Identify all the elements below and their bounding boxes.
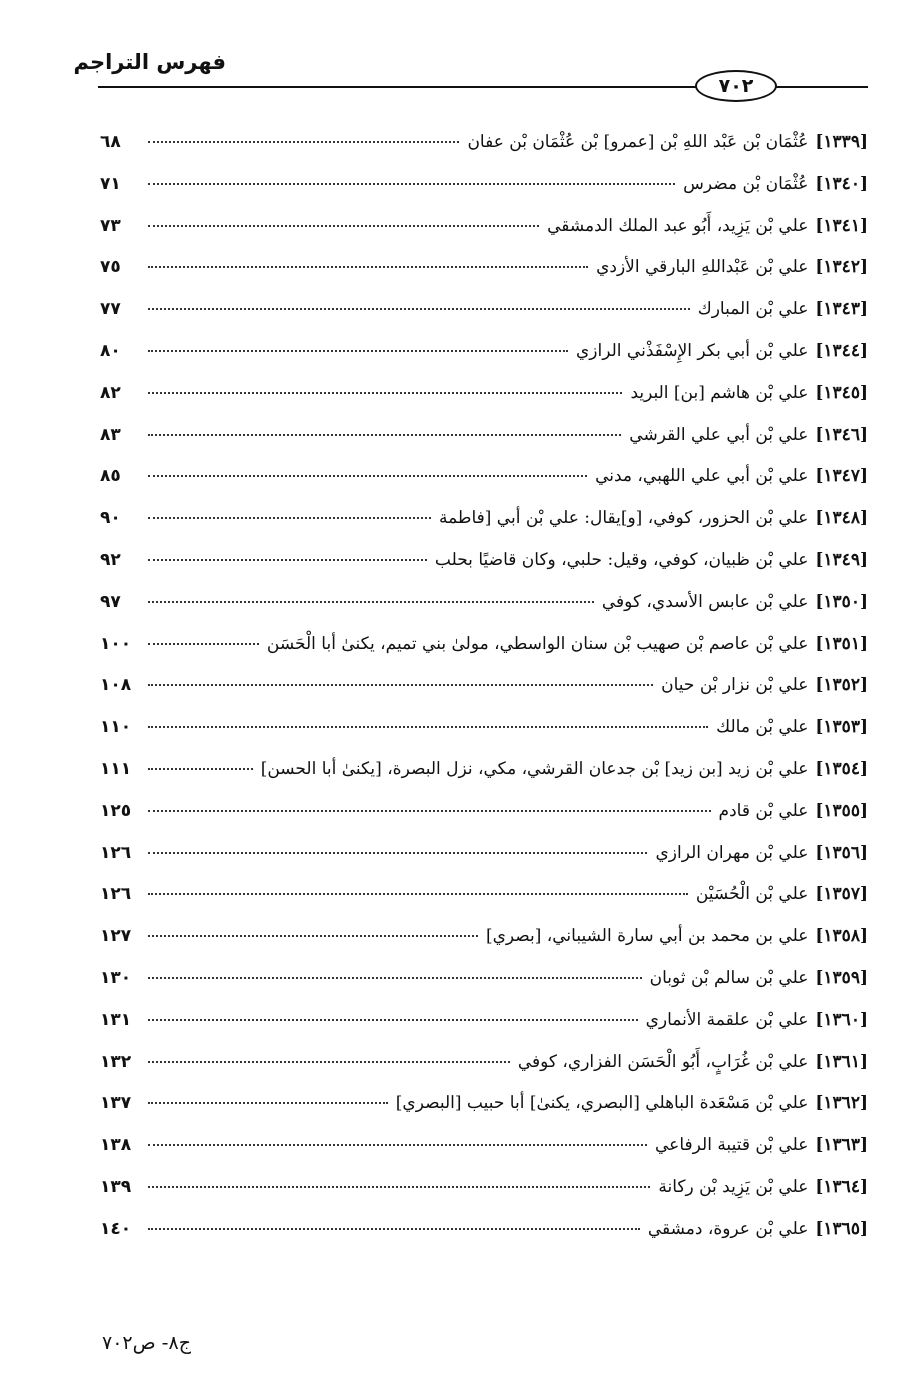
entry-name: علي بْن الحزور، كوفي، [و]يقال: علي بْن أبي [فاطمة [438,508,809,529]
entry-number: [١٣٥٨] [815,926,868,947]
entry-page-number: ٦٨ [100,132,121,152]
index-entry [100,498,868,540]
entry-name: عُثْمَان بْن مضرس [683,173,809,194]
dot-leader [148,1186,650,1188]
entry-number: [١٣٤٤] [815,340,868,361]
index-entry [100,833,868,875]
entry-page-number: ١٤٠ [100,1218,132,1239]
index-entry [100,122,868,164]
dot-leader [148,726,708,728]
entry-number: [١٣٥٤] [815,758,868,779]
entry-name: علي بْن أبي بكر الإِسْفَذْني الرازي [576,340,809,361]
index-entry [100,665,868,707]
index-entry [100,1209,868,1251]
dot-leader [148,1019,638,1021]
entry-page-number: ٧٧ [100,299,121,320]
entry-number: [١٣٦١] [815,1051,868,1072]
entry-name: علي بْن عابس الأسدي، كوفي [601,591,809,612]
entry-page-number: ١١١ [100,758,132,779]
entry-page-number: ١٠٨ [100,675,132,696]
index-entry [100,331,868,373]
dot-leader [148,977,642,979]
dot-leader [148,350,568,352]
dot-leader [148,893,688,895]
entry-name: علي بْن غُرَابٍ، أَبُو الْحَسَن الفزاري، كوفي [517,1051,809,1072]
dot-leader [148,684,653,686]
index-entry [100,624,868,666]
entry-name: علي بْن أبي علي اللهبي، مدني [595,466,809,487]
entry-page-number: ١٢٧ [100,926,132,947]
entry-name: علي بْن مالك [716,717,809,738]
entry-page-number: ١٣٧ [100,1093,132,1114]
entry-number: [١٣٥٥] [815,800,868,821]
entry-page-number: ١٣٠ [100,967,132,988]
entry-number: [١٣٤٠] [815,173,868,194]
entry-name: علي بْن قادم [718,800,809,821]
entry-page-number: ٩٠ [100,508,121,529]
entry-name: علي بْن علقمة الأنماري [645,1009,809,1030]
entry-name: علي بْن مهران الرازي [655,842,809,863]
footer-reference: ج٨- ص٧٠٢ [102,1332,191,1354]
index-entry [100,540,868,582]
entry-page-number: ٨٥ [100,466,121,487]
index-entry [100,791,868,833]
entry-number: [١٣٥٩] [815,967,868,988]
index-entry [100,958,868,1000]
entry-name: علي بْن مَسْعَدة الباهلي [البصري، يكنىٰ] أبا حبيب [البصري] [395,1093,809,1114]
dot-leader [148,1144,647,1146]
dot-leader [148,852,647,854]
dot-leader [148,810,711,812]
index-entry [100,164,868,206]
entry-page-number: ٨٣ [100,424,121,445]
biography-index-list [100,122,868,1251]
entry-page-number: ١٣٢ [100,1051,132,1072]
entry-name: علي بْن عروة، دمشقي [647,1218,809,1239]
entry-page-number: ١٣٨ [100,1135,132,1156]
dot-leader [148,559,427,561]
entry-name: علي بْن المبارك [697,299,809,320]
entry-number: [١٣٦٠] [815,1009,868,1030]
entry-number: [١٣٤٦] [815,424,868,445]
index-entry [100,1042,868,1084]
dot-leader [148,434,621,436]
entry-page-number: ٨٢ [100,382,121,403]
entry-page-number: ٧١ [100,173,121,194]
dot-leader [148,183,675,185]
index-entry [100,707,868,749]
entry-page-number: ١١٠ [100,717,132,738]
entry-number: [١٣٤٥] [815,382,868,403]
entry-number: [١٣٤٧] [815,466,868,487]
entry-page-number: ١٣١ [100,1009,132,1030]
entry-number: [١٣٣٩] [815,132,868,152]
entry-number: [١٣٥٠] [815,591,868,612]
entry-number: [١٣٤٢] [815,257,868,278]
entry-page-number: ١٢٥ [100,800,132,821]
entry-name: علي بْن الْحُسَيْن [695,884,809,905]
entry-number: [١٣٦٥] [815,1218,868,1239]
entry-name: علي بْن هاشم [بن] البريد [630,382,809,403]
entry-number: [١٣٤٣] [815,299,868,320]
dot-leader [148,308,690,310]
entry-name: علي بْن نزار بْن حيان [661,675,809,696]
index-entry [100,247,868,289]
index-entry [100,1000,868,1042]
entry-page-number: ١٢٦ [100,884,132,905]
entry-number: [١٣٤٩] [815,549,868,570]
entry-page-number: ٧٥ [100,257,121,278]
entry-name: علي بْن قتيبة الرفاعي [655,1135,809,1156]
dot-leader [148,517,431,519]
entry-page-number: ١٠٠ [100,633,132,654]
dot-leader [148,768,253,770]
index-entry [100,456,868,498]
index-entry [100,1125,868,1167]
dot-leader [148,643,259,645]
entry-page-number: ٧٣ [100,215,121,236]
index-entry [100,916,868,958]
entry-number: [١٣٥٢] [815,675,868,696]
dot-leader [148,1102,388,1104]
entry-page-number: ٩٢ [100,549,121,570]
entry-name: علي بْن أبي علي القرشي [629,424,809,445]
index-entry [100,582,868,624]
entry-number: [١٣٥٦] [815,842,868,863]
entry-number: [١٣٥٣] [815,717,868,738]
entry-name: علي بْن زيد [بن زيد] بْن جدعان القرشي، مكي، نزل البصرة، [يكنىٰ أبا الحسن] [260,758,809,779]
entry-name: علي بْن يَزِيد بْن ركانة [658,1176,809,1197]
dot-leader [148,392,622,394]
entry-page-number: ٨٠ [100,340,121,361]
entry-number: [١٣٥١] [815,633,868,654]
entry-name: علي بن محمد بن أبي سارة الشيباني، [بصري] [485,926,809,947]
index-entry [100,1083,868,1125]
entry-name: علي بْن سالم بْن ثوبان [649,967,809,988]
index-entry [100,1167,868,1209]
index-entry [100,749,868,791]
dot-leader [148,141,459,143]
entry-number: [١٣٦٤] [815,1176,868,1197]
dot-leader [148,935,478,937]
entry-page-number: ٩٧ [100,591,121,612]
index-entry [100,415,868,457]
dot-leader [148,1228,640,1230]
entry-number: [١٣٤١] [815,215,868,236]
dot-leader [148,1061,510,1063]
dot-leader [148,601,594,603]
dot-leader [148,475,587,477]
dot-leader [148,266,588,268]
entry-name: علي بْن ظبيان، كوفي، وقيل: حلبي، وكان قاضيًا بحلب [434,549,809,570]
entry-page-number: ١٣٩ [100,1176,132,1197]
page-number-badge: ٧٠٢ [695,70,777,102]
entry-number: [١٣٦٢] [815,1093,868,1114]
index-entry [100,289,868,331]
entry-number: [١٣٥٧] [815,884,868,905]
index-entry [100,874,868,916]
entry-name: علي بْن يَزِيد، أَبُو عبد الملك الدمشقي [547,215,809,236]
entry-number: [١٣٤٨] [815,508,868,529]
page-title: فهرس التراجم [73,50,226,74]
index-entry [100,373,868,415]
entry-name: علي بْن عاصم بْن صهيب بْن سنان الواسطي، مولىٰ بني تميم، يكنىٰ أبا الْحَسَن [266,633,809,654]
entry-name: عُثْمَان بْن عَبْد اللهِ بْن [عمرو] بْن عُثْمَان بْن عفان [467,132,809,152]
dot-leader [148,225,539,227]
entry-name: علي بْن عَبْداللهِ البارقي الأزدي [596,257,809,278]
entry-page-number: ١٢٦ [100,842,132,863]
entry-number: [١٣٦٣] [815,1135,868,1156]
index-entry [100,206,868,248]
